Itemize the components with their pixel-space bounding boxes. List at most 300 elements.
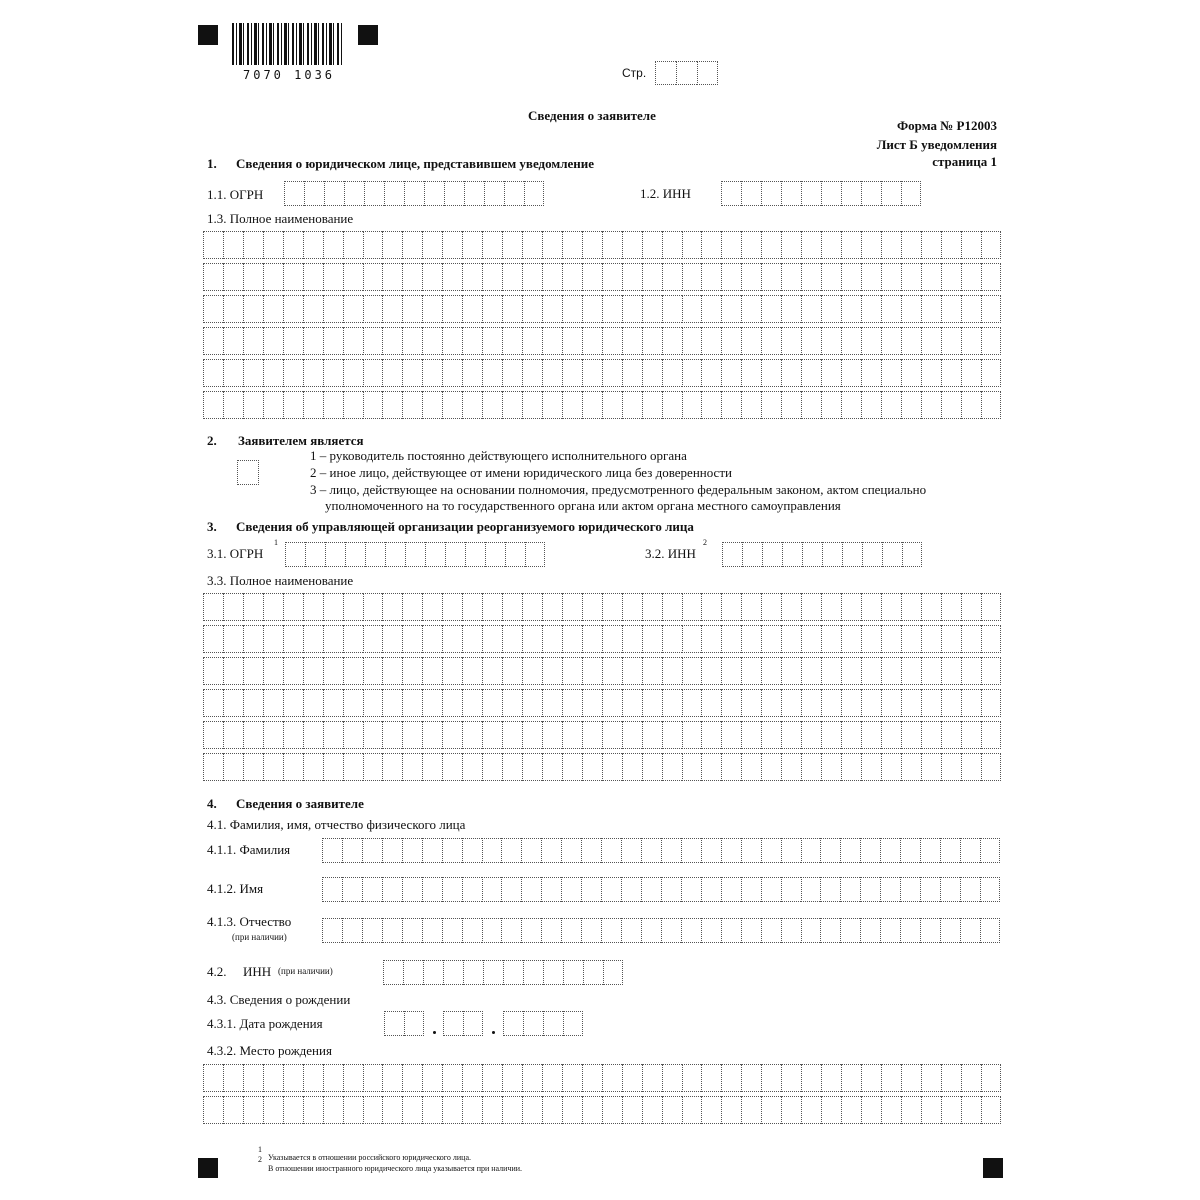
- input-cell[interactable]: [741, 391, 761, 419]
- input-cell[interactable]: [363, 657, 383, 685]
- input-cell[interactable]: [655, 61, 676, 85]
- input-row[interactable]: [203, 359, 1001, 387]
- input-cell[interactable]: [961, 1064, 981, 1092]
- input-cell[interactable]: [303, 327, 323, 355]
- input-cell[interactable]: [901, 657, 921, 685]
- input-cell[interactable]: [901, 753, 921, 781]
- input-cell[interactable]: [521, 838, 541, 863]
- input-cell[interactable]: [802, 542, 822, 567]
- input-cell[interactable]: [801, 918, 821, 943]
- input-row[interactable]: [203, 327, 1001, 355]
- input-cell[interactable]: [801, 1064, 821, 1092]
- input-cell[interactable]: [761, 1096, 781, 1124]
- input-cell[interactable]: [801, 593, 821, 621]
- input-cell[interactable]: [602, 625, 622, 653]
- input-cell[interactable]: [901, 593, 921, 621]
- input-cell[interactable]: [860, 877, 880, 902]
- input-cell[interactable]: [841, 625, 861, 653]
- input-cell[interactable]: [882, 542, 902, 567]
- input-cell[interactable]: [562, 657, 582, 685]
- input-cell[interactable]: [563, 1011, 583, 1036]
- input-cell[interactable]: [402, 753, 422, 781]
- input-cell[interactable]: [323, 593, 343, 621]
- input-cell[interactable]: [462, 721, 482, 749]
- input-cell[interactable]: [921, 359, 941, 387]
- mgmt-inn-input-cells[interactable]: [722, 542, 922, 567]
- input-cell[interactable]: [343, 231, 363, 259]
- input-cell[interactable]: [484, 181, 504, 206]
- input-cell[interactable]: [502, 295, 522, 323]
- input-cell[interactable]: [841, 657, 861, 685]
- input-cell[interactable]: [981, 327, 1001, 355]
- input-cell[interactable]: [901, 181, 921, 206]
- input-cell[interactable]: [921, 657, 941, 685]
- input-cell[interactable]: [223, 231, 243, 259]
- input-cell[interactable]: [621, 877, 641, 902]
- input-cell[interactable]: [762, 542, 782, 567]
- input-cell[interactable]: [861, 231, 881, 259]
- input-cell[interactable]: [662, 721, 682, 749]
- input-cell[interactable]: [662, 593, 682, 621]
- input-cell[interactable]: [701, 877, 721, 902]
- input-cell[interactable]: [405, 542, 425, 567]
- input-cell[interactable]: [981, 1096, 1001, 1124]
- input-cell[interactable]: [801, 838, 821, 863]
- input-cell[interactable]: [243, 1096, 263, 1124]
- input-cell[interactable]: [422, 327, 442, 355]
- input-cell[interactable]: [860, 918, 880, 943]
- input-cell[interactable]: [442, 1064, 462, 1092]
- input-cell[interactable]: [721, 689, 741, 717]
- input-row[interactable]: [203, 231, 1001, 259]
- input-cell[interactable]: [521, 877, 541, 902]
- input-cell[interactable]: [442, 359, 462, 387]
- input-cell[interactable]: [462, 657, 482, 685]
- input-cell[interactable]: [442, 231, 462, 259]
- input-cell[interactable]: [263, 359, 283, 387]
- input-cell[interactable]: [522, 359, 542, 387]
- input-cell[interactable]: [203, 593, 223, 621]
- input-cell[interactable]: [741, 295, 761, 323]
- input-cell[interactable]: [203, 327, 223, 355]
- input-cell[interactable]: [422, 625, 442, 653]
- input-cell[interactable]: [941, 593, 961, 621]
- input-cell[interactable]: [581, 918, 601, 943]
- input-cell[interactable]: [861, 391, 881, 419]
- input-cell[interactable]: [525, 542, 545, 567]
- input-cell[interactable]: [522, 1064, 542, 1092]
- input-cell[interactable]: [681, 918, 701, 943]
- input-cell[interactable]: [941, 721, 961, 749]
- input-cell[interactable]: [363, 359, 383, 387]
- input-cell[interactable]: [662, 657, 682, 685]
- input-cell[interactable]: [423, 960, 443, 985]
- input-cell[interactable]: [961, 625, 981, 653]
- input-cell[interactable]: [582, 721, 602, 749]
- input-cell[interactable]: [582, 327, 602, 355]
- input-cell[interactable]: [501, 918, 521, 943]
- input-cell[interactable]: [881, 753, 901, 781]
- input-cell[interactable]: [482, 263, 502, 291]
- input-cell[interactable]: [682, 1096, 702, 1124]
- input-cell[interactable]: [581, 877, 601, 902]
- input-cell[interactable]: [701, 838, 721, 863]
- input-cell[interactable]: [482, 838, 502, 863]
- input-cell[interactable]: [921, 1064, 941, 1092]
- input-cell[interactable]: [921, 593, 941, 621]
- input-cell[interactable]: [581, 838, 601, 863]
- input-cell[interactable]: [841, 327, 861, 355]
- input-cell[interactable]: [861, 295, 881, 323]
- input-cell[interactable]: [881, 657, 901, 685]
- input-cell[interactable]: [961, 231, 981, 259]
- input-cell[interactable]: [622, 231, 642, 259]
- input-cell[interactable]: [482, 753, 502, 781]
- input-cell[interactable]: [223, 327, 243, 355]
- input-cell[interactable]: [443, 1011, 463, 1036]
- input-cell[interactable]: [841, 263, 861, 291]
- input-cell[interactable]: [881, 625, 901, 653]
- input-cell[interactable]: [243, 231, 263, 259]
- input-cell[interactable]: [940, 877, 960, 902]
- input-cell[interactable]: [482, 1096, 502, 1124]
- input-cell[interactable]: [223, 391, 243, 419]
- input-cell[interactable]: [642, 359, 662, 387]
- input-cell[interactable]: [283, 753, 303, 781]
- input-cell[interactable]: [502, 391, 522, 419]
- input-cell[interactable]: [323, 657, 343, 685]
- input-cell[interactable]: [697, 61, 718, 85]
- input-cell[interactable]: [422, 231, 442, 259]
- input-cell[interactable]: [502, 689, 522, 717]
- input-cell[interactable]: [822, 542, 842, 567]
- input-cell[interactable]: [562, 753, 582, 781]
- input-cell[interactable]: [920, 838, 940, 863]
- input-cell[interactable]: [741, 838, 761, 863]
- input-cell[interactable]: [283, 689, 303, 717]
- input-cell[interactable]: [542, 231, 562, 259]
- input-cell[interactable]: [761, 327, 781, 355]
- input-cell[interactable]: [980, 838, 1000, 863]
- input-cell[interactable]: [402, 721, 422, 749]
- input-cell[interactable]: [941, 327, 961, 355]
- input-cell[interactable]: [821, 327, 841, 355]
- input-cell[interactable]: [701, 391, 721, 419]
- input-cell[interactable]: [861, 593, 881, 621]
- input-cell[interactable]: [682, 295, 702, 323]
- input-cell[interactable]: [283, 721, 303, 749]
- input-cell[interactable]: [422, 263, 442, 291]
- input-cell[interactable]: [682, 753, 702, 781]
- input-cell[interactable]: [382, 231, 402, 259]
- input-cell[interactable]: [622, 625, 642, 653]
- input-cell[interactable]: [363, 753, 383, 781]
- input-cell[interactable]: [602, 721, 622, 749]
- input-cell[interactable]: [980, 877, 1000, 902]
- input-cell[interactable]: [382, 721, 402, 749]
- input-cell[interactable]: [243, 593, 263, 621]
- input-cell[interactable]: [323, 1096, 343, 1124]
- input-cell[interactable]: [363, 327, 383, 355]
- input-cell[interactable]: [462, 838, 482, 863]
- input-cell[interactable]: [881, 295, 901, 323]
- input-cell[interactable]: [263, 391, 283, 419]
- input-cell[interactable]: [342, 918, 362, 943]
- input-cell[interactable]: [781, 231, 801, 259]
- input-cell[interactable]: [801, 327, 821, 355]
- input-cell[interactable]: [384, 1011, 404, 1036]
- input-cell[interactable]: [522, 657, 542, 685]
- input-cell[interactable]: [741, 625, 761, 653]
- input-cell[interactable]: [542, 689, 562, 717]
- input-cell[interactable]: [223, 593, 243, 621]
- input-cell[interactable]: [801, 657, 821, 685]
- first-name-input-cells[interactable]: [322, 877, 1000, 902]
- input-cell[interactable]: [781, 657, 801, 685]
- input-cell[interactable]: [761, 753, 781, 781]
- input-cell[interactable]: [382, 391, 402, 419]
- input-cell[interactable]: [303, 753, 323, 781]
- input-cell[interactable]: [981, 753, 1001, 781]
- input-cell[interactable]: [682, 593, 702, 621]
- input-cell[interactable]: [365, 542, 385, 567]
- input-cell[interactable]: [283, 1096, 303, 1124]
- input-cell[interactable]: [961, 295, 981, 323]
- input-cell[interactable]: [642, 391, 662, 419]
- input-cell[interactable]: [820, 838, 840, 863]
- input-cell[interactable]: [861, 327, 881, 355]
- input-cell[interactable]: [203, 657, 223, 685]
- input-cell[interactable]: [721, 1064, 741, 1092]
- input-cell[interactable]: [622, 721, 642, 749]
- input-cell[interactable]: [842, 542, 862, 567]
- input-cell[interactable]: [921, 263, 941, 291]
- input-cell[interactable]: [522, 625, 542, 653]
- input-cell[interactable]: [960, 877, 980, 902]
- input-cell[interactable]: [821, 625, 841, 653]
- input-cell[interactable]: [721, 877, 741, 902]
- input-cell[interactable]: [482, 359, 502, 387]
- input-cell[interactable]: [542, 721, 562, 749]
- input-cell[interactable]: [562, 1064, 582, 1092]
- input-cell[interactable]: [462, 877, 482, 902]
- input-cell[interactable]: [422, 391, 442, 419]
- input-cell[interactable]: [781, 753, 801, 781]
- input-cell[interactable]: [482, 231, 502, 259]
- input-cell[interactable]: [562, 295, 582, 323]
- input-cell[interactable]: [442, 593, 462, 621]
- input-cell[interactable]: [960, 918, 980, 943]
- input-cell[interactable]: [285, 542, 305, 567]
- input-cell[interactable]: [502, 593, 522, 621]
- input-cell[interactable]: [482, 625, 502, 653]
- input-cell[interactable]: [482, 657, 502, 685]
- input-cell[interactable]: [781, 391, 801, 419]
- input-cell[interactable]: [343, 1064, 363, 1092]
- input-cell[interactable]: [801, 263, 821, 291]
- input-cell[interactable]: [881, 1096, 901, 1124]
- input-cell[interactable]: [682, 391, 702, 419]
- input-cell[interactable]: [203, 295, 223, 323]
- input-cell[interactable]: [841, 1096, 861, 1124]
- input-cell[interactable]: [721, 181, 741, 206]
- input-cell[interactable]: [820, 877, 840, 902]
- input-cell[interactable]: [503, 1011, 523, 1036]
- input-cell[interactable]: [524, 181, 544, 206]
- input-cell[interactable]: [422, 1064, 442, 1092]
- input-cell[interactable]: [821, 593, 841, 621]
- input-cell[interactable]: [781, 918, 801, 943]
- input-cell[interactable]: [203, 1064, 223, 1092]
- input-cell[interactable]: [741, 359, 761, 387]
- input-cell[interactable]: [741, 689, 761, 717]
- input-cell[interactable]: [583, 960, 603, 985]
- input-cell[interactable]: [761, 231, 781, 259]
- input-cell[interactable]: [243, 753, 263, 781]
- input-cell[interactable]: [444, 181, 464, 206]
- input-cell[interactable]: [482, 877, 502, 902]
- input-cell[interactable]: [901, 231, 921, 259]
- input-cell[interactable]: [442, 753, 462, 781]
- input-cell[interactable]: [582, 295, 602, 323]
- input-cell[interactable]: [941, 391, 961, 419]
- input-cell[interactable]: [662, 753, 682, 781]
- input-cell[interactable]: [283, 625, 303, 653]
- input-cell[interactable]: [323, 359, 343, 387]
- input-cell[interactable]: [323, 625, 343, 653]
- input-cell[interactable]: [861, 721, 881, 749]
- input-cell[interactable]: [342, 877, 362, 902]
- input-cell[interactable]: [323, 753, 343, 781]
- input-cell[interactable]: [961, 689, 981, 717]
- input-cell[interactable]: [761, 1064, 781, 1092]
- input-cell[interactable]: [223, 625, 243, 653]
- input-cell[interactable]: [941, 657, 961, 685]
- input-cell[interactable]: [622, 689, 642, 717]
- input-cell[interactable]: [542, 1064, 562, 1092]
- input-row[interactable]: [203, 1096, 1001, 1124]
- input-cell[interactable]: [821, 391, 841, 419]
- input-cell[interactable]: [721, 295, 741, 323]
- input-cell[interactable]: [721, 918, 741, 943]
- input-cell[interactable]: [263, 753, 283, 781]
- input-cell[interactable]: [881, 1064, 901, 1092]
- input-cell[interactable]: [701, 721, 721, 749]
- input-cell[interactable]: [305, 542, 325, 567]
- input-cell[interactable]: [901, 1096, 921, 1124]
- input-cell[interactable]: [203, 263, 223, 291]
- input-cell[interactable]: [662, 1096, 682, 1124]
- input-cell[interactable]: [602, 657, 622, 685]
- input-cell[interactable]: [901, 391, 921, 419]
- input-cell[interactable]: [402, 327, 422, 355]
- person-inn-input-cells[interactable]: [383, 960, 623, 985]
- input-cell[interactable]: [662, 1064, 682, 1092]
- input-cell[interactable]: [961, 263, 981, 291]
- input-cell[interactable]: [502, 263, 522, 291]
- input-cell[interactable]: [501, 838, 521, 863]
- input-cell[interactable]: [382, 263, 402, 291]
- input-cell[interactable]: [642, 657, 662, 685]
- input-cell[interactable]: [741, 918, 761, 943]
- input-cell[interactable]: [324, 181, 344, 206]
- input-cell[interactable]: [820, 918, 840, 943]
- input-cell[interactable]: [622, 359, 642, 387]
- input-cell[interactable]: [322, 877, 342, 902]
- input-cell[interactable]: [961, 593, 981, 621]
- input-cell[interactable]: [602, 359, 622, 387]
- input-cell[interactable]: [323, 263, 343, 291]
- input-cell[interactable]: [861, 753, 881, 781]
- input-cell[interactable]: [741, 877, 761, 902]
- input-cell[interactable]: [384, 181, 404, 206]
- input-cell[interactable]: [445, 542, 465, 567]
- input-cell[interactable]: [701, 327, 721, 355]
- input-cell[interactable]: [263, 1096, 283, 1124]
- input-cell[interactable]: [901, 359, 921, 387]
- input-cell[interactable]: [981, 295, 1001, 323]
- input-cell[interactable]: [841, 231, 861, 259]
- input-cell[interactable]: [223, 721, 243, 749]
- input-cell[interactable]: [402, 359, 422, 387]
- input-row[interactable]: [203, 295, 1001, 323]
- input-cell[interactable]: [782, 542, 802, 567]
- input-cell[interactable]: [363, 1096, 383, 1124]
- input-cell[interactable]: [243, 359, 263, 387]
- input-cell[interactable]: [862, 542, 882, 567]
- input-cell[interactable]: [422, 359, 442, 387]
- input-cell[interactable]: [243, 327, 263, 355]
- input-row[interactable]: [203, 721, 1001, 749]
- input-cell[interactable]: [263, 593, 283, 621]
- input-cell[interactable]: [622, 327, 642, 355]
- input-cell[interactable]: [981, 263, 1001, 291]
- input-cell[interactable]: [522, 721, 542, 749]
- input-cell[interactable]: [841, 295, 861, 323]
- input-cell[interactable]: [383, 960, 403, 985]
- input-cell[interactable]: [323, 391, 343, 419]
- input-cell[interactable]: [900, 838, 920, 863]
- input-cell[interactable]: [622, 657, 642, 685]
- input-cell[interactable]: [325, 542, 345, 567]
- input-cell[interactable]: [522, 753, 542, 781]
- input-cell[interactable]: [561, 877, 581, 902]
- input-cell[interactable]: [523, 1011, 543, 1036]
- input-cell[interactable]: [303, 1064, 323, 1092]
- input-cell[interactable]: [741, 181, 761, 206]
- applicant-type-cell[interactable]: [237, 460, 259, 485]
- input-cell[interactable]: [562, 231, 582, 259]
- input-cell[interactable]: [801, 391, 821, 419]
- input-cell[interactable]: [941, 263, 961, 291]
- input-cell[interactable]: [961, 721, 981, 749]
- input-cell[interactable]: [901, 1064, 921, 1092]
- input-cell[interactable]: [761, 593, 781, 621]
- input-cell[interactable]: [243, 1064, 263, 1092]
- input-cell[interactable]: [741, 753, 761, 781]
- input-cell[interactable]: [382, 918, 402, 943]
- input-cell[interactable]: [442, 391, 462, 419]
- input-cell[interactable]: [442, 838, 462, 863]
- input-cell[interactable]: [502, 1096, 522, 1124]
- input-cell[interactable]: [323, 721, 343, 749]
- input-cell[interactable]: [721, 625, 741, 653]
- input-row[interactable]: [203, 1064, 1001, 1092]
- input-cell[interactable]: [701, 657, 721, 685]
- input-cell[interactable]: [562, 359, 582, 387]
- input-cell[interactable]: [462, 263, 482, 291]
- input-cell[interactable]: [941, 625, 961, 653]
